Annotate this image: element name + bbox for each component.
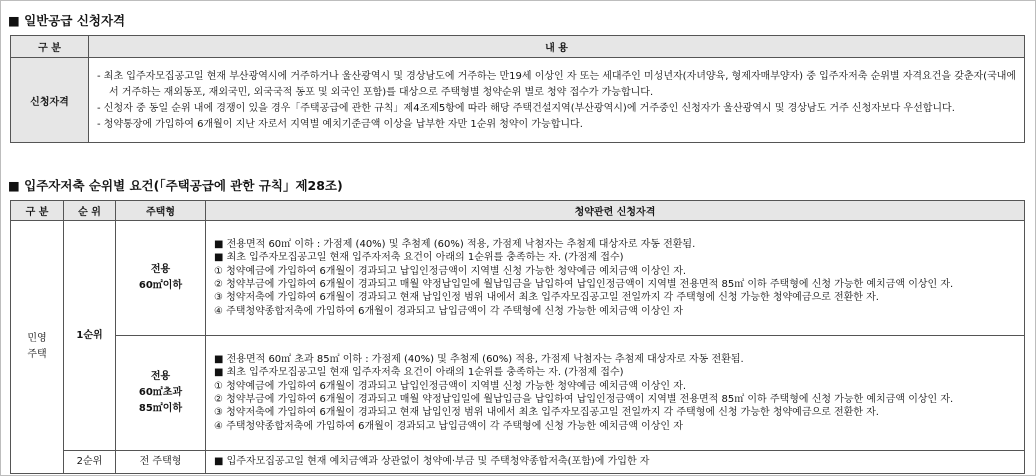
eligibility-content — [89, 58, 1025, 143]
rank-1: 1순위 — [64, 221, 116, 451]
header-category: 구 분 — [11, 36, 89, 58]
block1-line-5: ③ 청약저축에 가입하여 6개월이 경과되고 현재 납입인정 범위 내에서 최초 입주자모집공고일 전일까지 각 주택형에 신청 가능한 청약예금으로 전환한 자. — [214, 292, 879, 304]
qualification-block-1 — [206, 221, 1025, 336]
eligibility-row — [11, 58, 1025, 143]
header-category: 구 분 — [11, 201, 64, 221]
header-rank: 순 위 — [64, 201, 116, 221]
header-housing-type: 주택형 — [116, 201, 206, 221]
row-label: 신청자격 — [11, 58, 89, 143]
block2-line-4: ② 청약부금에 가입하여 6개월이 경과되고 매월 약정납입일에 월납입금을 납입하여 납입인정금액이 지역별 전용면적 85㎡ 이하 주택형에 신청 가능한 예치금액 이상인 자. — [214, 394, 954, 405]
section1-title: ■ 일반공급 신청자격 — [8, 13, 126, 28]
block2-line-2: ■ 최초 입주자모집공고일 현재 입주자저축 요건이 아래의 1순위를 충족하는 자. (가점제 접수) — [214, 367, 624, 379]
rank-requirements-table — [10, 200, 1025, 474]
block1-line-2: ■ 최초 입주자모집공고일 현재 입주자저축 요건이 아래의 1순위를 충족하는 자. (가점제 접수) — [214, 252, 624, 264]
block2-line-1: ■ 전용면적 60㎡ 초과 85㎡ 이하 : 가점제 (40%) 및 추첨제 (60%) 적용, 가점제 낙첨자는 추첨제 대상자로 자동 전환됨. — [214, 353, 744, 365]
qualification-block-2 — [206, 336, 1025, 451]
housing-type-all: 전 주택형 — [116, 451, 206, 474]
qualification-block-3 — [206, 451, 1025, 474]
header-qualification: 청약관련 신청자격 — [206, 201, 1025, 221]
header-content: 내 용 — [89, 36, 1025, 58]
rank1-row-b — [11, 336, 1025, 451]
block2-line-3: ① 청약예금에 가입하여 6개월이 경과되고 납입인정금액이 지역별 신청 가능한 청약예금 예치금액 이상인 자. — [214, 380, 687, 392]
eligibility-header-row — [11, 36, 1025, 58]
rank2-row — [11, 451, 1025, 474]
block2-line-6: ④ 주택청약종합저축에 가입하여 6개월이 경과되고 납입금액이 각 주택형에 신청 가능한 예치금액 이상인 자 — [214, 420, 683, 432]
housing-type-60: 전용 60㎡이하 — [116, 221, 206, 336]
eligibility-line-2: - 신청자 중 동일 순위 내에 경쟁이 있을 경우「주택공급에 관한 규칙」제4조제5항에 따라 해당 주택건설지역(부산광역시)에 거주중인 신청자가 울산광역시 및 경상남도 거주 신청자보다 우선합니다. — [97, 103, 955, 114]
block1-line-4: ② 청약부금에 가입하여 6개월이 경과되고 매월 약정납입일에 월납입금을 납입하여 납입인정금액이 지역별 전용면적 85㎡ 이하 주택형에 신청 가능한 예치금액 이상인 자. — [214, 279, 954, 290]
eligibility-line-1: - 최초 입주자모집공고일 현재 부산광역시에 거주하거나 울산광역시 및 경상남도에 거주하는 만19세 이상인 자 또는 세대주인 미성년자(자녀양육, 형제자매부양자) 중 입주자저축 순위별 자격요건을 갖춘자(국내에서 거주하는 재외동포, 재외국민, 외국국적 동포 및 외국인 포함)를 대상으로 주택형별 청약순위 별로 청약 접수가 가능합니다. — [97, 71, 1017, 98]
block1-line-3: ① 청약예금에 가입하여 6개월이 경과되고 납입인정금액이 지역별 신청 가능한 청약예금 예치금액 이상인 자. — [214, 265, 687, 277]
block3-line-1: ■ 입주자모집공고일 현재 예치금액과 상관없이 청약예·부금 및 주택청약종합저축(포함)에 가입한 자 — [214, 456, 650, 468]
rank-2: 2순위 — [64, 451, 116, 474]
rank-header-row — [11, 201, 1025, 221]
eligibility-line-3: - 청약통장에 가입하여 6개월이 지난 자로서 지역별 예치기준금액 이상을 납부한 자만 1순위 청약이 가능합니다. — [97, 119, 583, 130]
block2-line-5: ③ 청약저축에 가입하여 6개월이 경과되고 현재 납입인정 범위 내에서 최초 입주자모집공고일 전일까지 각 주택형에 신청 가능한 청약예금으로 전환한 자. — [214, 407, 879, 419]
housing-type-60-85: 전용 60㎡초과 85㎡이하 — [116, 336, 206, 451]
rank1-row-a — [11, 221, 1025, 336]
eligibility-table — [10, 35, 1025, 143]
section2-title: ■ 입주자저축 순위별 요건(「주택공급에 관한 규칙」제28조) — [8, 178, 343, 193]
block1-line-6: ④ 주택청약종합저축에 가입하여 6개월이 경과되고 납입금액이 각 주택형에 신청 가능한 예치금액 이상인 자 — [214, 305, 683, 317]
category-private-housing: 민영 주택 — [11, 221, 64, 474]
block1-line-1: ■ 전용면적 60㎡ 이하 : 가점제 (40%) 및 추첨제 (60%) 적용, 가점제 낙첨자는 추첨제 대상자로 자동 전환됨. — [214, 238, 696, 250]
